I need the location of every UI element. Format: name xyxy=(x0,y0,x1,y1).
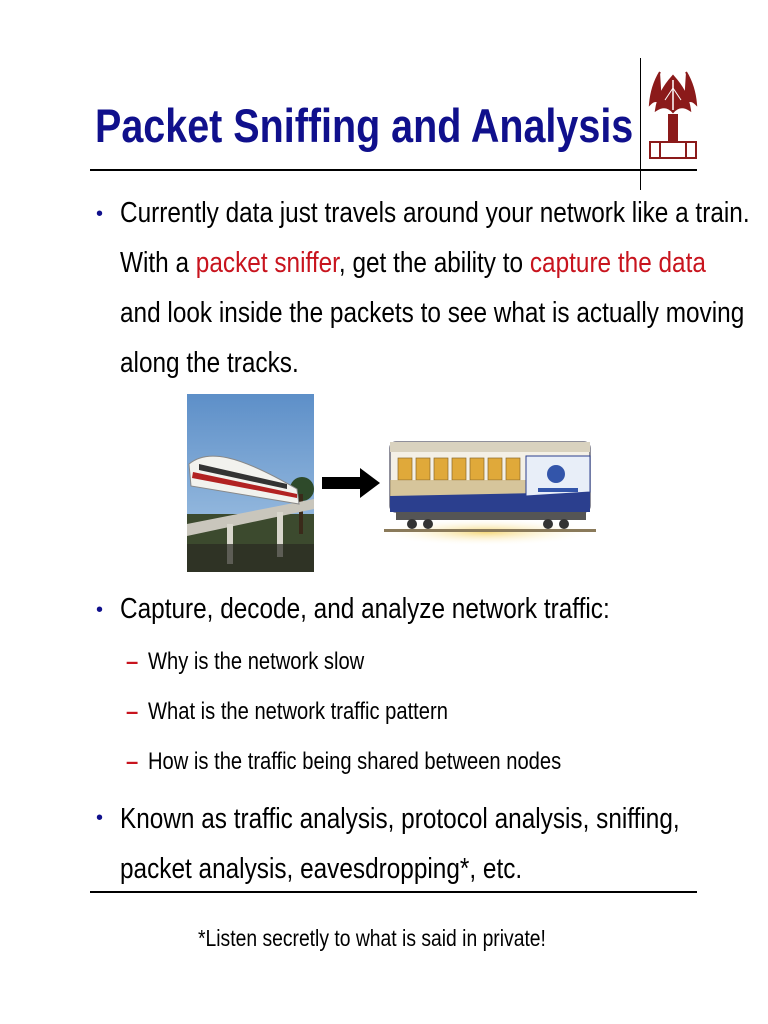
footnote: *Listen secretly to what is said in private! xyxy=(198,925,546,951)
monorail-photo xyxy=(187,394,314,572)
sub-bullet-1: Why is the network slow xyxy=(148,648,365,675)
bullet1-line4: along the tracks. xyxy=(120,347,299,379)
sub-bullet-marker: – xyxy=(126,699,139,724)
sub-bullet-marker: – xyxy=(126,649,139,674)
bullet-marker: • xyxy=(96,599,104,621)
bullet2-text: Capture, decode, and analyze network traffic: xyxy=(120,593,610,625)
bullet1-line1: Currently data just travels around your network like a train. xyxy=(120,197,750,229)
tree-logo-icon xyxy=(648,68,698,160)
bullet-marker: • xyxy=(96,203,104,225)
sub-bullet-marker: – xyxy=(126,749,139,774)
highlight-capture-data: capture the data xyxy=(529,247,706,279)
title-underline xyxy=(90,169,697,171)
bullet3-line2: packet analysis, eavesdropping*, etc. xyxy=(120,853,523,885)
title-divider xyxy=(640,58,641,190)
train-car-illustration xyxy=(376,436,604,548)
sub-bullet-3: How is the traffic being shared between nodes xyxy=(148,748,562,775)
bullet-marker: • xyxy=(96,807,104,829)
bullet3-line1: Known as traffic analysis, protocol analysis, sniffing, xyxy=(120,803,680,835)
page-title: Packet Sniffing and Analysis xyxy=(95,99,634,152)
bottom-rule xyxy=(90,891,697,893)
arrow-right-icon xyxy=(322,468,380,498)
bullet1-line2: With a packet sniffer, get the ability to capture the data xyxy=(120,247,706,279)
highlight-packet-sniffer: packet sniffer xyxy=(195,247,339,279)
bullet1-line3: and look inside the packets to see what is actually moving xyxy=(120,297,745,329)
sub-bullet-2: What is the network traffic pattern xyxy=(148,698,448,725)
